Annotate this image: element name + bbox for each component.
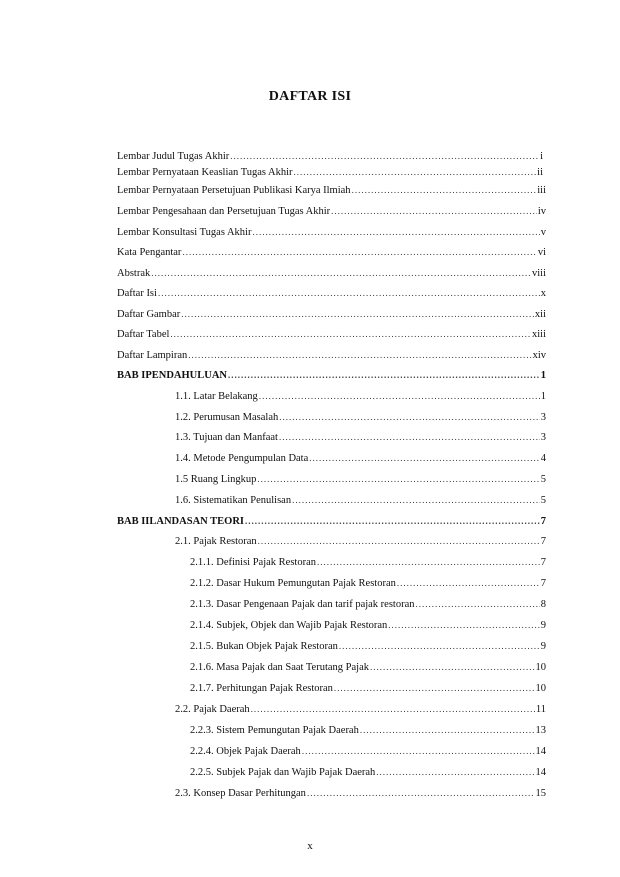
toc-entry: 2.3. Konsep Dasar Perhitungan ..... 15 [175,787,546,800]
toc-entry: Lembar Pernyataan Persetujuan Publikasi Karya Ilmiah ..... iii [117,184,546,197]
toc-entry: Abstrak ..... viii [117,267,546,280]
page-title: DAFTAR ISI [268,89,352,104]
toc-chapter: BAB I PENDAHULUAN ..... 1 [117,369,546,382]
toc-entry: 2.1.4. Subjek, Objek dan Wajib Pajak Restoran ..... 9 [190,619,546,632]
toc-entry: 2.1.5. Bukan Objek Pajak Restoran ..... 9 [190,640,546,653]
toc-entry: 2.2.4. Objek Pajak Daerah ..... 14 [190,745,546,758]
toc-entry: 1.1. Latar Belakang ..... 1 [175,390,546,403]
toc-entry: 2.1.1. Definisi Pajak Restoran ..... 7 [190,556,546,569]
toc-entry: Kata Pengantar ..... vi [117,246,546,259]
toc-entry: 1.6. Sistematikan Penulisan ..... 5 [175,494,546,507]
page-number: x [307,840,313,852]
toc-entry: 1.4. Metode Pengumpulan Data ..... 4 [175,452,546,465]
toc-entry: Daftar Gambar ..... xii [117,308,546,321]
toc-entry: 2.2. Pajak Daerah ..... 11 [175,703,546,716]
toc-entry: 2.1. Pajak Restoran ..... 7 [175,535,546,548]
toc-entry: 1.2. Perumusan Masalah ..... 3 [175,411,546,424]
toc-entry: Lembar Konsultasi Tugas Akhir ..... v [117,226,546,239]
toc-chapter: BAB II LANDASAN TEORI ..... 7 [117,515,546,528]
toc-entry: Daftar Lampiran ..... xiv [117,349,546,362]
toc-entry: 1.3. Tujuan dan Manfaat ..... 3 [175,431,546,444]
toc-entry: Daftar Isi ..... x [117,287,546,300]
toc-entry: 2.1.3. Dasar Pengenaan Pajak dan tarif pajak restoran ..... 8 [190,598,546,611]
toc-entry: Lembar Pengesahaan dan Persetujuan Tugas Akhir ..... iv [117,205,546,218]
toc-entry: 2.1.7. Perhitungan Pajak Restoran ..... 10 [190,682,546,695]
toc-entry: 2.2.5. Subjek Pajak dan Wajib Pajak Daerah ..... 14 [190,766,546,779]
toc-entry: Lembar Judul Tugas Akhir ..... i [117,150,543,163]
toc-entry: 2.1.6. Masa Pajak dan Saat Terutang Pajak ..... 10 [190,661,546,674]
toc-entry: Lembar Pernyataan Keaslian Tugas Akhir ..... ii [117,166,543,179]
toc-entry: 1.5 Ruang Lingkup ..... 5 [175,473,546,486]
toc-entry: Daftar Tabel ..... xiii [117,328,546,341]
toc-entry: 2.1.2. Dasar Hukum Pemungutan Pajak Restoran ..... 7 [190,577,546,590]
toc-entry: 2.2.3. Sistem Pemungutan Pajak Daerah ..... 13 [190,724,546,737]
